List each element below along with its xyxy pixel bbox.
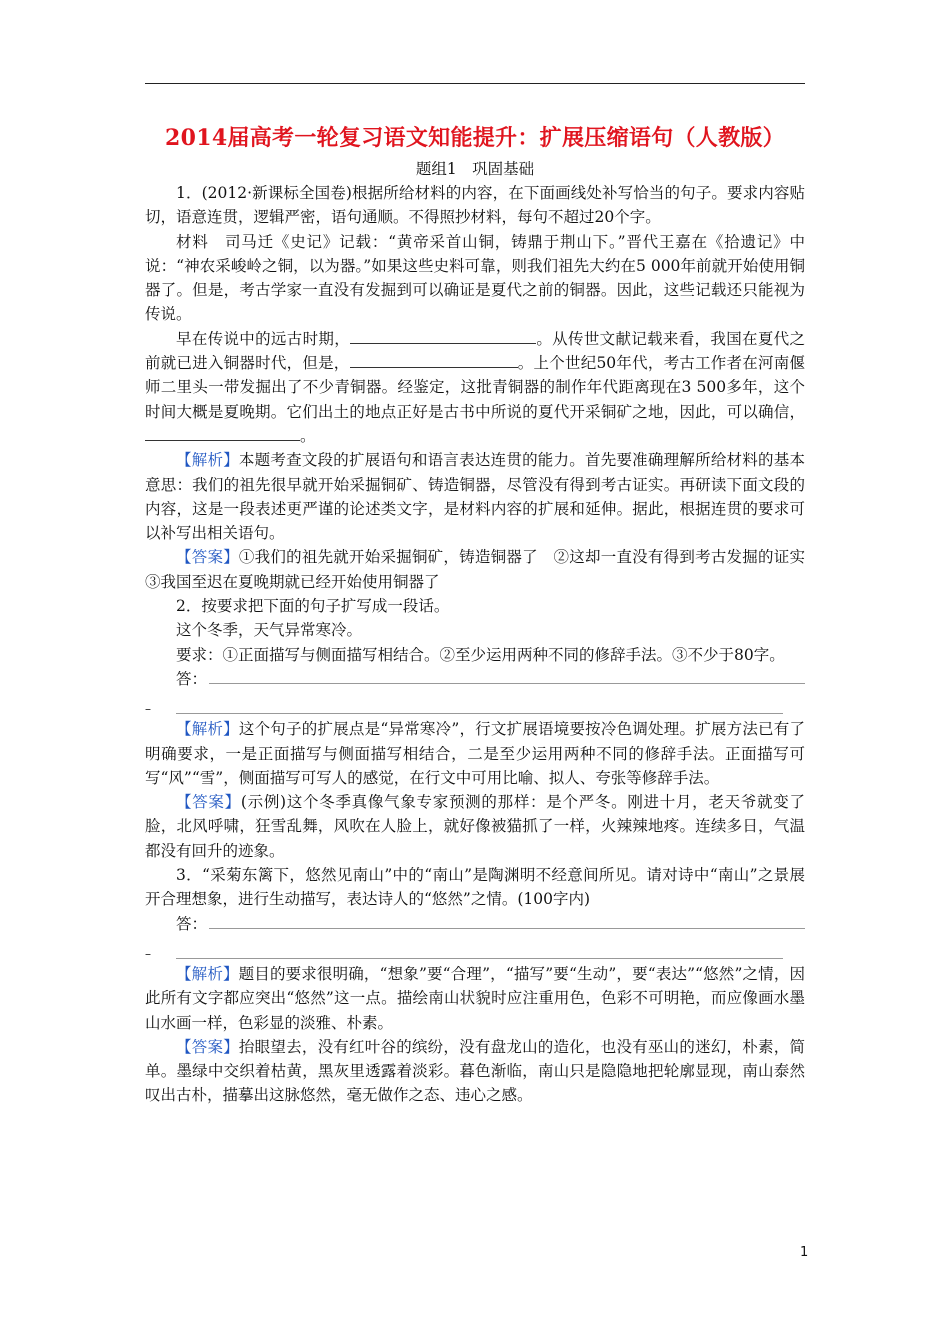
q2-analysis-text: 这个句子的扩展点是“异常寒冷”，行文扩展语境要按冷色调处理。扩展方法已有了明确要求，一是正面描写与侧面描写相结合，二是至少运用两种不同的修辞手法。正面描写可写“风”“雪”，侧面描写可写人的感觉，在行文中可用比喻、拟人、夸张等修辞手法。 (145, 720, 805, 787)
q2-sentence: 这个冬季，天气异常寒冷。 (176, 621, 363, 640)
analysis-tag: 【解析】 (176, 964, 239, 983)
q2-answer (145, 790, 805, 863)
q3-answer (145, 1035, 805, 1108)
q2-answer-rule (209, 683, 805, 684)
answer-tag: 【答案】 (176, 793, 241, 812)
q1-passage-part1: 早在传说中的远古时期， (176, 329, 351, 348)
q2-answer-line[interactable] (145, 667, 805, 691)
q3-answer-text: 抬眼望去，没有红叶谷的缤纷，没有盘龙山的造化，也没有巫山的迷幻，朴素，简单。墨绿中交织着枯黄，黑灰里透露着淡彩。暮色渐临，南山只是隐隐地把轮廓显现，南山泰然叹出古朴，描摹出这脉悠然，毫无做作之态、违心之感。 (145, 1037, 805, 1105)
q2-answer-text: (示例)这个冬季真像气象专家预测的那样：是个严冬。刚进十月，老天爷就变了脸，北风呼啸，狂雪乱舞，风吹在人脸上，就好像被猫抓了一样，火辣辣地疼。连续多日，气温都没有回升的迹象。 (145, 793, 805, 860)
q1-blank-2[interactable] (350, 352, 518, 368)
q3-analysis-text: 题目的要求很明确，“想象”要“合理”，“描写”要“生动”，要“表达”“悠然”之情，因此所有文字都应突出“悠然”这一点。描绘南山状貌时应注重用色，色彩不可明艳，而应像画水墨山水画一样，色彩显的淡雅、朴素。 (145, 964, 805, 1032)
q2-answer-line-2[interactable] (145, 691, 805, 717)
q1-material: 材料 司马迁《史记》记载：“黄帝采首山铜，铸鼎于荆山下。”晋代王嘉在《拾遗记》中说：“神农采峻岭之铜，以为器。”如果这些史料可靠，则我们祖先大约在5 000年前就开始使用铜器了。但是，考古学家一直没有发掘到可以确证是夏代之前的铜器。因此，这些记载还只能视为传说。 (145, 232, 805, 324)
q3-answer-line-2[interactable] (145, 936, 805, 962)
q3-answer-rule-2 (176, 958, 783, 959)
q1-answer (145, 545, 821, 594)
section-subtitle: 题组1 巩固基础 (415, 160, 535, 178)
q1-blank-1[interactable] (350, 328, 536, 344)
q1-answer-text: ①我们的祖先就开始采掘铜矿，铸造铜器了 ②这却一直没有得到考古发掘的证实 ③我国至迟在夏晚期就已经开始使用铜器了 (145, 548, 821, 591)
q2-answer-rule-2 (176, 713, 783, 714)
q3-answer-line[interactable] (145, 912, 805, 936)
analysis-tag: 【解析】 (176, 451, 239, 470)
page-number: 1 (800, 1245, 809, 1260)
q1-passage (145, 327, 805, 448)
q2-stem: 2．按要求把下面的句子扩写成一段话。 (176, 597, 450, 616)
q2-analysis (145, 717, 805, 790)
analysis-tag: 【解析】 (176, 720, 239, 739)
q1-analysis (145, 448, 805, 545)
q1-stem: 1．(2012·新课标全国卷)根据所给材料的内容，在下面画线处补写恰当的句子。要求内容贴切，语意连贯，逻辑严密，语句通顺。不得照抄材料，每句不超过20个字。 (145, 184, 805, 227)
q1-passage-part3: 。上个世纪50年代，考古工作者在河南偃师二里头一带发掘出了不少青铜器。经鉴定，这批青铜器的制作年代距离现在3 500多年，这个时间大概是夏晚期。它们出土的地点正好是古书中所说的夏代开采铜矿之地，因此，可以确信， (145, 354, 805, 421)
document-body (145, 181, 821, 1108)
q2-dash: – (145, 702, 151, 717)
q1-passage-part4: 。 (300, 426, 316, 445)
q2-requirement: 要求：①正面描写与侧面描写相结合。②至少运用两种不同的修辞手法。③不少于80字。 (176, 645, 785, 664)
q1-blank-3[interactable] (145, 425, 300, 441)
q1-analysis-text: 本题考查文段的扩展语句和语言表达连贯的能力。首先要准确理解所给材料的基本意思：我们的祖先很早就开始采掘铜矿、铸造铜器，尽管没有得到考古证实。再研读下面文段的内容，这是一段表述更严谨的论述类文字，是材料内容的扩展和延伸。据此，根据连贯的要求可以补写出相关语句。 (145, 451, 805, 543)
header-rule (145, 83, 805, 84)
q3-stem: 3．“采菊东篱下，悠然见南山”中的“南山”是陶渊明不经意间所见。请对诗中“南山”之景展开合理想象，进行生动描写，表达诗人的“悠然”之情。(100字内) (145, 866, 805, 909)
q3-answer-label: 答： (176, 914, 208, 933)
q3-answer-rule (209, 928, 805, 929)
q3-dash: – (145, 946, 151, 961)
answer-tag: 【答案】 (176, 548, 239, 567)
answer-tag: 【答案】 (176, 1037, 239, 1056)
q1-passage-part2: 。从传世文献记载来看，我国在夏代之前就已进入铜器时代，但是， (145, 329, 805, 373)
q2-answer-label: 答： (176, 669, 208, 688)
document-title: 2014届高考一轮复习语文知能提升：扩展压缩语句（人教版） (165, 125, 785, 151)
q3-analysis (145, 962, 805, 1035)
